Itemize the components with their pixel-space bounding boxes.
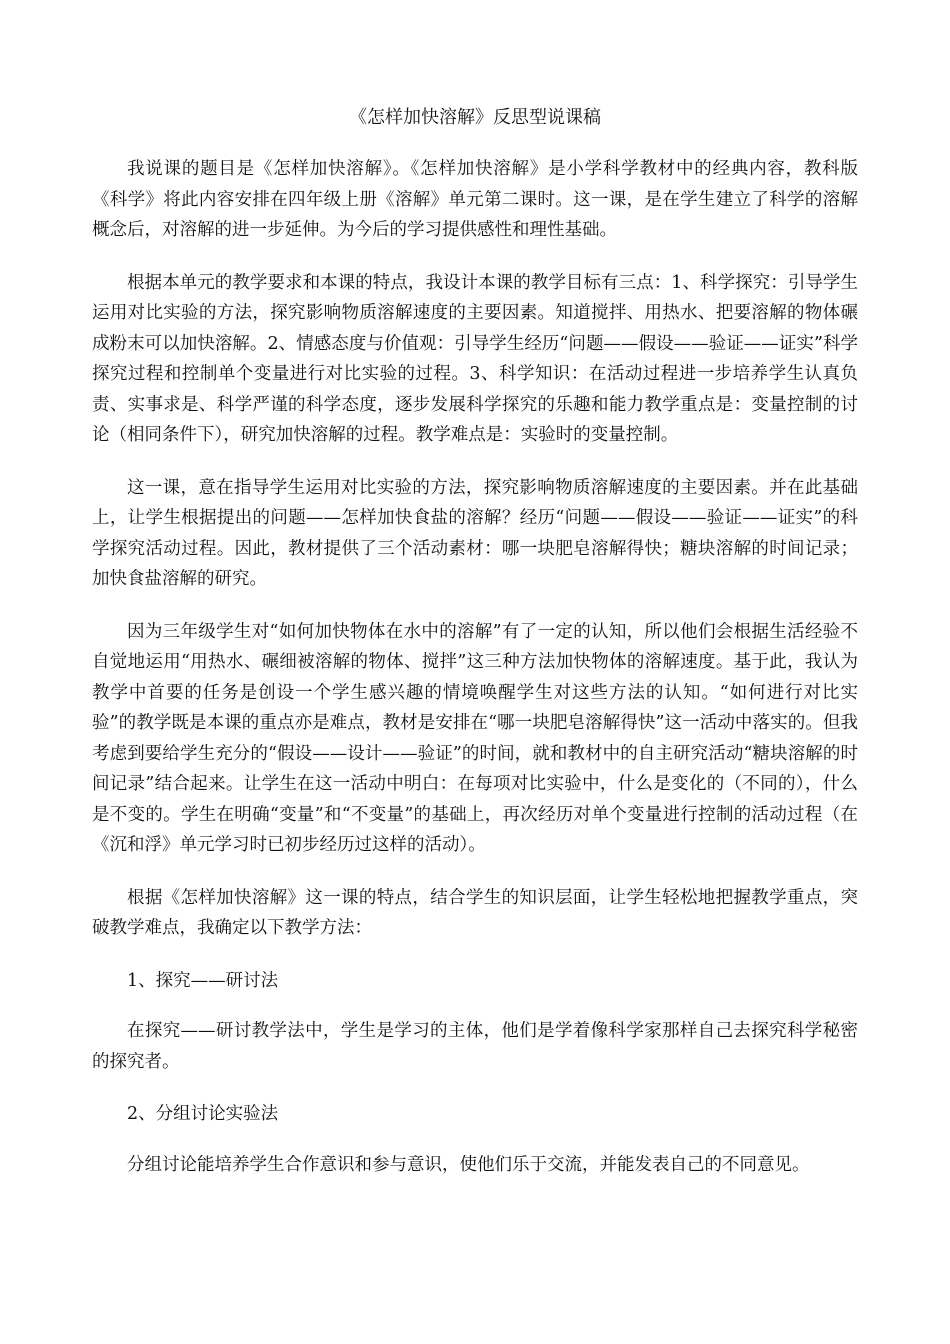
paragraph-intro: 我说课的题目是《怎样加快溶解》。《怎样加快溶解》是小学科学教材中的经典内容，教科版《科学》将此内容安排在四年级上册《溶解》单元第二课时。这一课，是在学生建立了科学的溶解概念后，对溶解的进一步延伸。为今后的学习提供感性和理性基础。 <box>92 159 858 240</box>
paragraph-methods-intro: 根据《怎样加快溶解》这一课的特点，结合学生的知识层面，让学生轻松地把握教学重点，突破教学难点，我确定以下教学方法： <box>92 887 858 938</box>
method-heading-2: 2、分组讨论实验法 <box>127 1104 279 1124</box>
paragraph-objectives: 根据本单元的教学要求和本课的特点，我设计本课的教学目标有三点：1、科学探究：引导学生运用对比实验的方法，探究影响物质溶解速度的主要因素。知道搅拌、用热水、把要溶解的物体碾成粉末可以加快溶解。2、情感态度与价值观：引导学生经历“问题——假设——验证——证实”科学探究过程和控制单个变量进行对比实验的过程。3、科学知识：在活动过程进一步培养学生认真负责、实事求是、科学严谨的科学态度，逐步发展科学探究的乐趣和能力教学重点是：变量控制的讨论（相同条件下），研究加快溶解的过程。教学难点是：实验时的变量控制。 <box>92 272 858 445</box>
paragraph-method-1: 在探究——研讨教学法中，学生是学习的主体，他们是学着像科学家那样自己去探究科学秘密的探究者。 <box>92 1021 858 1072</box>
document-title: 《怎样加快溶解》反思型说课稿 <box>349 107 601 128</box>
paragraph-lesson-intent: 这一课，意在指导学生运用对比实验的方法，探究影响物质溶解速度的主要因素。并在此基础上，让学生根据提出的问题——怎样加快食盐的溶解？经历“问题——假设——验证——证实”的科学探究活动过程。因此，教材提供了三个活动素材：哪一块肥皂溶解得快；糖块溶解的时间记录；加快食盐溶解的研究。 <box>92 477 858 589</box>
paragraph-teaching-analysis: 因为三年级学生对“如何加快物体在水中的溶解”有了一定的认知，所以他们会根据生活经验不自觉地运用“用热水、碾细被溶解的物体、搅拌”这三种方法加快物体的溶解速度。基于此，我认为教学中首要的任务是创设一个学生感兴趣的情境唤醒学生对这些方法的认知。“如何进行对比实验”的教学既是本课的重点亦是难点，教材是安排在“哪一块肥皂溶解得快”这一活动中落实的。但我考虑到要给学生充分的“假设——设计——验证”的时间，就和教材中的自主研究活动“糖块溶解的时间记录”结合起来。让学生在这一活动中明白：在每项对比实验中，什么是变化的（不同的），什么是不变的。学生在明确“变量”和“不变量”的基础上，再次经历对单个变量进行控制的活动过程（在《沉和浮》单元学习时已初步经历过这样的活动）。 <box>92 621 858 855</box>
method-heading-1: 1、探究——研讨法 <box>127 970 279 991</box>
paragraph-method-2: 分组讨论能培养学生合作意识和参与意识，使他们乐于交流，并能发表自己的不同意见。 <box>127 1154 810 1175</box>
